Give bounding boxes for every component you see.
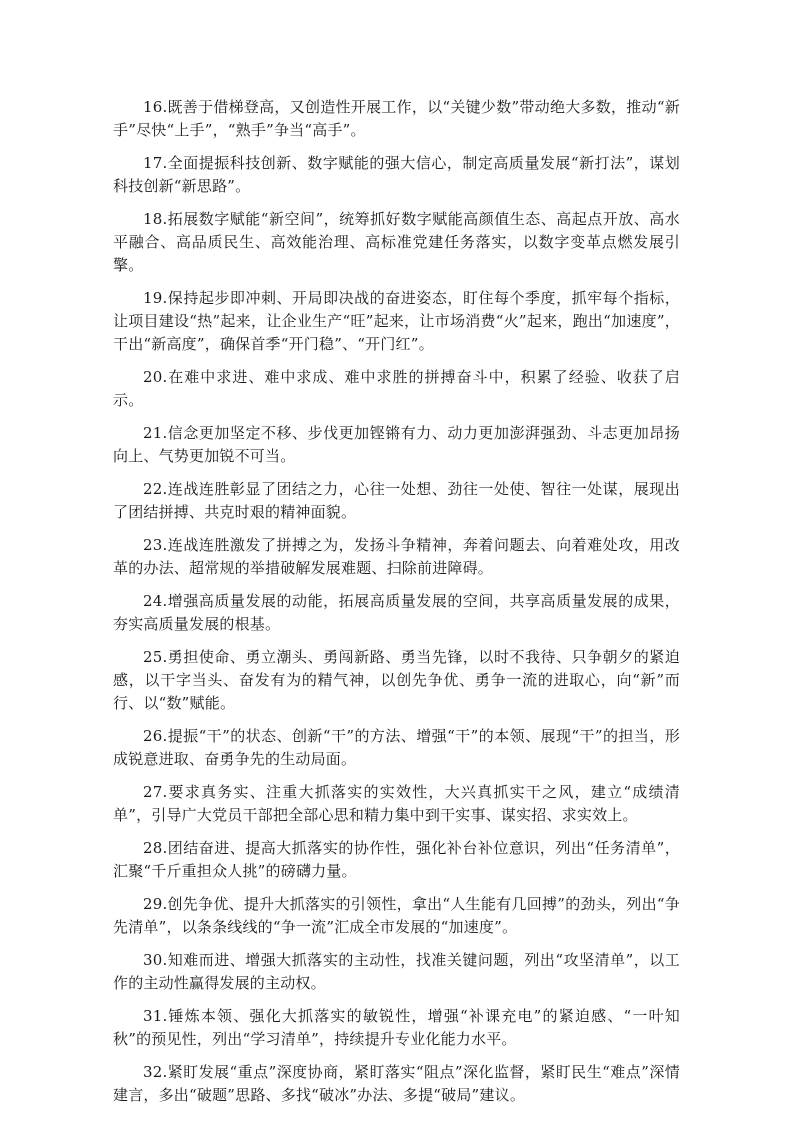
document-body [113,96,680,1117]
paragraph-29: 29.创先争优、提升大抓落实的引领性，拿出“人生能有几回搏”的劲头，列出“争先清单”，以条条线线的“争一流”汇成全市发展的“加速度”。 [113,895,680,936]
paragraph-18: 18.拓展数字赋能“新空间”，统筹抓好数字赋能高颜值生态、高起点开放、高水平融合、高品质民生、高效能治理、高标准党建任务落实，以数字变革点燃发展引擎。 [113,210,680,274]
paragraph-17: 17.全面提振科技创新、数字赋能的强大信心，制定高质量发展“新打法”，谋划科技创新“新思路”。 [113,154,680,195]
paragraph-16: 16.既善于借梯登高，又创造性开展工作，以“关键少数”带动绝大多数，推动“新手”尽快“上手”，“熟手”争当“高手”。 [113,98,680,139]
paragraph-32: 32.紧盯发展“重点”深度协商，紧盯落实“阻点”深化监督，紧盯民生“难点”深情建言，多出“破题”思路、多找“破冰”办法、多提“破局”建议。 [113,1063,680,1104]
paragraph-20: 20.在难中求进、难中求成、难中求胜的拼搏奋斗中，积累了经验、收获了启示。 [113,368,680,409]
paragraph-31: 31.锤炼本领、强化大抓落实的敏锐性，增强“补课充电”的紧迫感、“一叶知秋”的预见性，列出“学习清单”，持续提升专业化能力水平。 [113,1007,680,1048]
paragraph-21: 21.信念更加坚定不移、步伐更加铿锵有力、动力更加澎湃强劲、斗志更加昂扬向上、气势更加锐不可当。 [113,424,680,465]
paragraph-24: 24.增强高质量发展的动能，拓展高质量发展的空间，共享高质量发展的成果，夯实高质量发展的根基。 [113,592,680,633]
paragraph-27: 27.要求真务实、注重大抓落实的实效性，大兴真抓实干之风，建立“成绩清单”，引导广大党员干部把全部心思和精力集中到干实事、谋实招、求实效上。 [113,783,680,824]
paragraph-23: 23.连战连胜激发了拼搏之为，发扬斗争精神，奔着问题去、向着难处攻，用改革的办法、超常规的举措破解发展难题、扫除前进障碍。 [113,536,680,577]
paragraph-26: 26.提振“干”的状态、创新“干”的方法、增强“干”的本领、展现“干”的担当，形成锐意进取、奋勇争先的生动局面。 [113,727,680,768]
paragraph-25: 25.勇担使命、勇立潮头、勇闯新路、勇当先锋，以时不我待、只争朝夕的紧迫感，以干字当头、奋发有为的精气神，以创先争优、勇争一流的进取心，向“新”而行、以“数”赋能。 [113,648,680,712]
paragraph-19: 19.保持起步即冲刺、开局即决战的奋进姿态，盯住每个季度，抓牢每个指标，让项目建设“热”起来，让企业生产“旺”起来，让市场消费“火”起来，跑出“加速度”，干出“新高度”，确保首季“开门稳”、“开门红”。 [113,289,680,353]
paragraph-28: 28.团结奋进、提高大抓落实的协作性，强化补台补位意识，列出“任务清单”，汇聚“千斤重担众人挑”的磅礴力量。 [113,839,680,880]
paragraph-30: 30.知难而进、增强大抓落实的主动性，找准关键问题，列出“攻坚清单”，以工作的主动性赢得发展的主动权。 [113,951,680,992]
paragraph-22: 22.连战连胜彰显了团结之力，心往一处想、劲往一处使、智往一处谋，展现出了团结拼搏、共克时艰的精神面貌。 [113,480,680,521]
